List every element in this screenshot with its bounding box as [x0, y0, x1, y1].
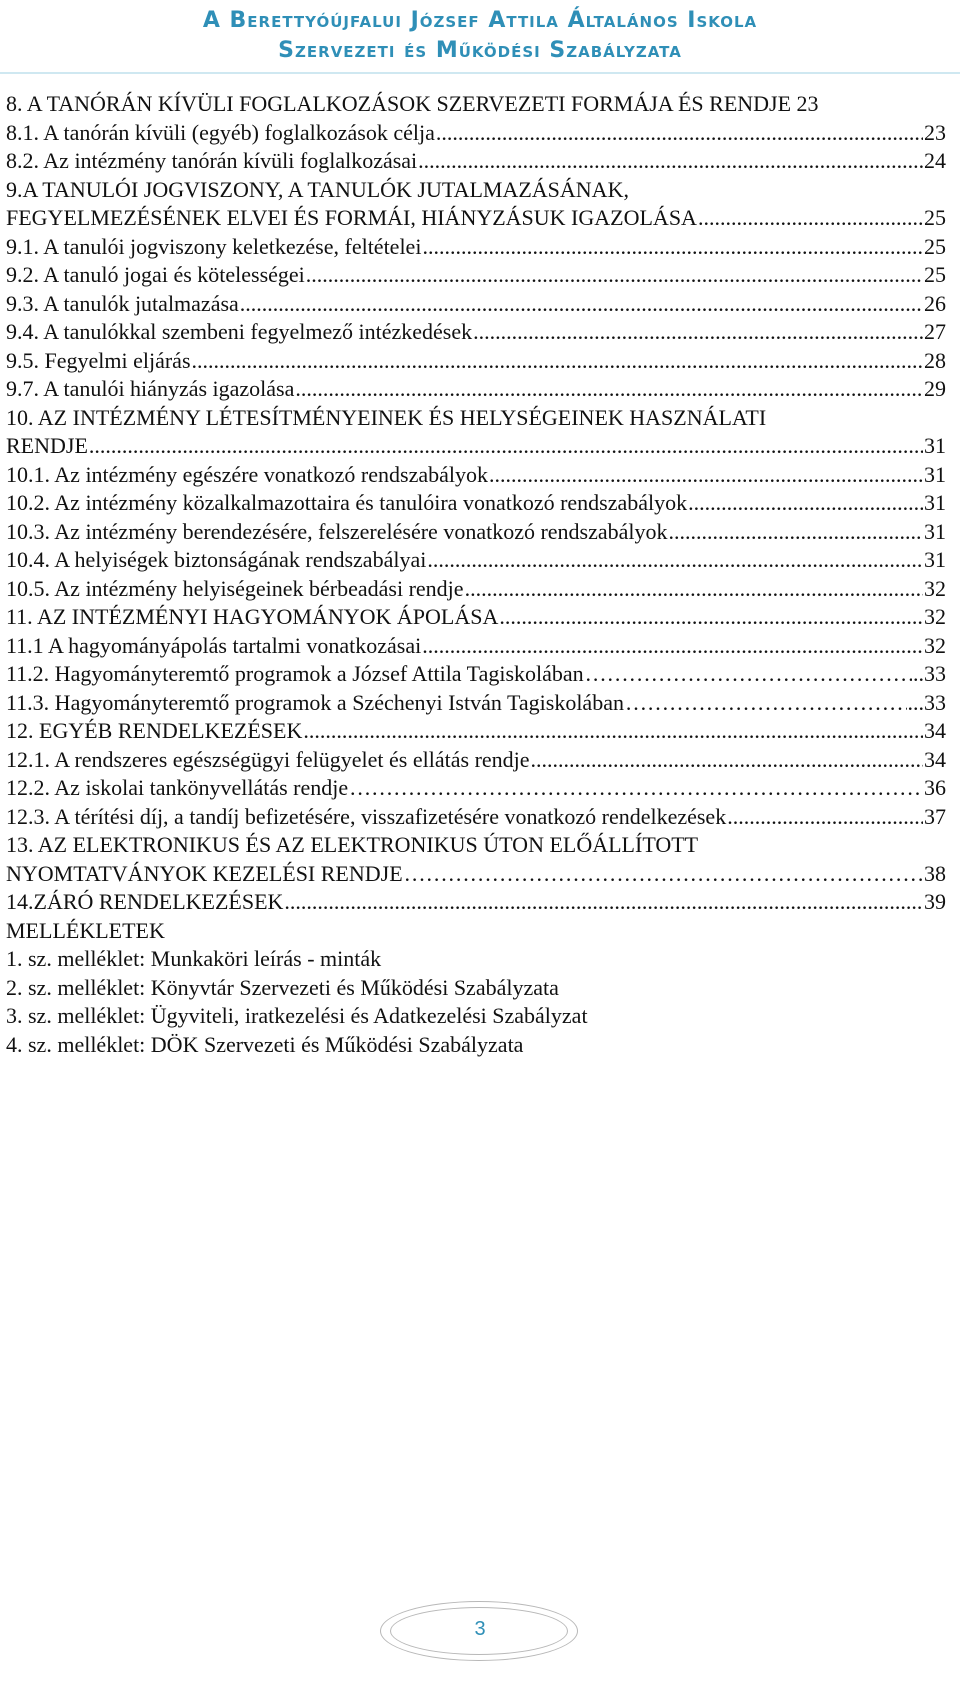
toc-dot-leader — [688, 490, 923, 516]
toc-entry[interactable] — [6, 718, 946, 747]
toc-entry-title: FEGYELMEZÉSÉNEK ELVEI ÉS FORMÁI, HIÁNYZÁSUK IGAZOLÁSA — [6, 205, 697, 230]
toc-entry[interactable] — [6, 291, 946, 320]
toc-dot-leader — [303, 718, 923, 744]
toc-entry-title: 10.1. Az intézmény egészére vonatkozó rendszabályok — [6, 461, 488, 487]
toc-heading: 4. sz. melléklet: DÖK Szervezeti és Működési Szabályzata — [6, 1031, 524, 1057]
toc-dot-leader — [473, 319, 923, 345]
toc-dot-leader — [284, 889, 923, 915]
toc-entry-title: RENDJE — [6, 433, 88, 458]
toc-entry-title: 9.3. A tanulók jutalmazása — [6, 290, 239, 316]
toc-entry-title: 8.2. Az intézmény tanórán kívüli foglalkozásai — [6, 148, 418, 173]
toc-entry-page: 34 — [924, 718, 946, 743]
toc-dot-leader — [240, 291, 923, 317]
toc-heading: 8. A TANÓRÁN KÍVÜLI FOGLALKOZÁSOK SZERVEZETI FORMÁJA ÉS RENDJE 23 — [6, 91, 819, 116]
toc-entry-title: 8.1. A tanórán kívüli (egyéb) foglalkozások célja — [6, 119, 435, 145]
toc-entry[interactable] — [6, 804, 946, 833]
toc-dot-leader — [349, 775, 923, 801]
toc-entry[interactable] — [6, 120, 946, 149]
toc-dot-leader — [489, 462, 923, 488]
page-header — [0, 6, 960, 66]
toc-dot-leader — [427, 547, 923, 573]
toc-heading: 2. sz. melléklet: Könyvtár Szervezeti és Működési Szabályzata — [6, 974, 559, 1000]
toc-entry-page: ..33 — [913, 661, 946, 686]
toc-entry[interactable] — [6, 547, 946, 576]
table-of-contents — [6, 91, 946, 1060]
toc-entry-page: 36 — [924, 775, 946, 800]
toc-entry-page: 37 — [924, 803, 946, 829]
toc-entry-page: 31 — [924, 461, 946, 487]
toc-entry[interactable] — [6, 148, 946, 177]
toc-dot-leader — [295, 376, 923, 402]
toc-entry[interactable] — [6, 576, 946, 605]
page-footer — [380, 1601, 580, 1663]
toc-entry[interactable] — [6, 348, 946, 377]
toc-entry[interactable] — [6, 319, 946, 348]
toc-entry-title: 9.2. A tanuló jogai és kötelességei — [6, 262, 305, 287]
toc-entry[interactable] — [6, 462, 946, 491]
toc-dot-leader — [306, 262, 923, 288]
toc-heading: 1. sz. melléklet: Munkaköri leírás - minták — [6, 946, 382, 971]
toc-heading: MELLÉKLETEK — [6, 917, 165, 943]
toc-entry[interactable] — [6, 234, 946, 263]
toc-entry-page: 25 — [924, 233, 946, 259]
toc-entry-page: 32 — [924, 604, 946, 629]
toc-entry[interactable] — [6, 490, 946, 519]
toc-entry-page: 38 — [924, 860, 946, 886]
toc-entry-page: 28 — [924, 347, 946, 373]
toc-dot-leader — [436, 120, 923, 146]
toc-heading: 3. sz. melléklet: Ügyviteli, iratkezelési és Adatkezelési Szabályzat — [6, 1003, 588, 1028]
toc-entry-title: 10.3. Az intézmény berendezésére, felszerelésére vonatkozó rendszabályok — [6, 518, 668, 544]
toc-dot-leader — [531, 747, 923, 773]
toc-entry-title: 14.ZÁRÓ RENDELKEZÉSEK — [6, 889, 284, 914]
toc-entry-page: 25 — [924, 205, 946, 230]
toc-entry-page: 24 — [924, 148, 946, 173]
toc-entry[interactable] — [6, 604, 946, 633]
toc-dot-leader — [625, 690, 907, 716]
toc-entry-title: 10.4. A helyiségek biztonságának rendszabályai — [6, 547, 427, 572]
toc-entry-title: 12.3. A térítési díj, a tandíj befizetésére, visszafizetésére vonatkozó rendelkezések — [6, 803, 727, 829]
toc-entry-title: 9.7. A tanulói hiányzás igazolása — [6, 376, 295, 401]
toc-entry[interactable] — [6, 205, 946, 234]
toc-dot-leader — [192, 348, 923, 374]
toc-entry-title: 10.2. Az intézmény közalkalmazottaira és tanulóira vonatkozó rendszabályok — [6, 490, 688, 515]
toc-entry[interactable] — [6, 861, 946, 890]
toc-heading: 13. AZ ELEKTRONIKUS ÉS AZ ELEKTRONIKUS ÚTON ELŐÁLLÍTOTT — [6, 832, 699, 857]
toc-dot-leader — [422, 633, 923, 659]
toc-entry[interactable] — [6, 747, 946, 776]
toc-entry-page: 31 — [924, 490, 946, 515]
toc-entry-page: 39 — [924, 889, 946, 914]
toc-entry[interactable] — [6, 519, 946, 548]
toc-entry-page: 32 — [924, 632, 946, 658]
toc-entry-page: 29 — [924, 376, 946, 401]
toc-entry-title: 9.4. A tanulókkal szembeni fegyelmező intézkedések — [6, 319, 473, 344]
toc-entry-title: 12.2. Az iskolai tankönyvellátás rendje — [6, 775, 349, 800]
toc-entry-title: 11. AZ INTÉZMÉNYI HAGYOMÁNYOK ÁPOLÁSA — [6, 604, 499, 629]
toc-entry-page: 27 — [924, 319, 946, 344]
toc-entry-title: 11.1 A hagyományápolás tartalmi vonatkozásai — [6, 632, 422, 658]
toc-dot-leader — [465, 576, 923, 602]
toc-entry-page: ...33 — [907, 689, 946, 715]
toc-dot-leader — [404, 861, 923, 887]
page-number: 3 — [474, 1618, 486, 1640]
toc-entry-page: 26 — [924, 290, 946, 316]
header-document-title: Szervezeti és Működési Szabályzata — [278, 38, 682, 63]
header-school-name: A Berettyóújfalui József Attila Általános Iskola — [202, 8, 758, 33]
toc-entry[interactable] — [6, 633, 946, 662]
toc-dot-leader — [499, 604, 923, 630]
header-divider — [0, 72, 960, 74]
toc-entry[interactable] — [6, 376, 946, 405]
toc-entry-page: 34 — [924, 746, 946, 772]
toc-entry-page: 23 — [924, 119, 946, 145]
toc-heading: 10. AZ INTÉZMÉNY LÉTESÍTMÉNYEINEK ÉS HELYSÉGEINEK HASZNÁLATI — [6, 404, 767, 430]
toc-dot-leader — [418, 148, 923, 174]
toc-dot-leader — [585, 661, 912, 687]
toc-entry-page: 25 — [924, 262, 946, 287]
toc-entry-title: 9.1. A tanulói jogviszony keletkezése, feltételei — [6, 233, 422, 259]
toc-entry-title: 10.5. Az intézmény helyiségeinek bérbeadási rendje — [6, 575, 464, 601]
toc-dot-leader — [422, 234, 923, 260]
toc-entry-page: 31 — [924, 518, 946, 544]
toc-entry-title: 12.1. A rendszeres egészségügyi felügyelet és ellátás rendje — [6, 746, 530, 772]
toc-entry-title: 11.3. Hagyományteremtő programok a Széchenyi István Tagiskolában — [6, 689, 624, 715]
toc-dot-leader — [669, 519, 923, 545]
toc-entry[interactable] — [6, 661, 946, 690]
toc-entry-title: 11.2. Hagyományteremtő programok a József Attila Tagiskolában — [6, 661, 584, 686]
toc-entry-title: NYOMTATVÁNYOK KEZELÉSI RENDJE — [6, 860, 403, 886]
toc-entry-page: 31 — [924, 433, 946, 458]
toc-dot-leader — [727, 804, 923, 830]
toc-entry-title: 9.5. Fegyelmi eljárás — [6, 347, 191, 373]
toc-heading: 9.A TANULÓI JOGVISZONY, A TANULÓK JUTALMAZÁSÁNAK, — [6, 176, 629, 202]
toc-entry-page: 31 — [924, 547, 946, 572]
toc-entry-page: 32 — [924, 575, 946, 601]
toc-entry[interactable] — [6, 433, 946, 462]
toc-dot-leader — [89, 433, 923, 459]
toc-entry[interactable] — [6, 889, 946, 918]
toc-entry[interactable] — [6, 690, 946, 719]
toc-dot-leader — [698, 205, 923, 231]
toc-entry[interactable] — [6, 775, 946, 804]
toc-entry-title: 12. EGYÉB RENDELKEZÉSEK — [6, 718, 303, 743]
toc-entry[interactable] — [6, 262, 946, 291]
